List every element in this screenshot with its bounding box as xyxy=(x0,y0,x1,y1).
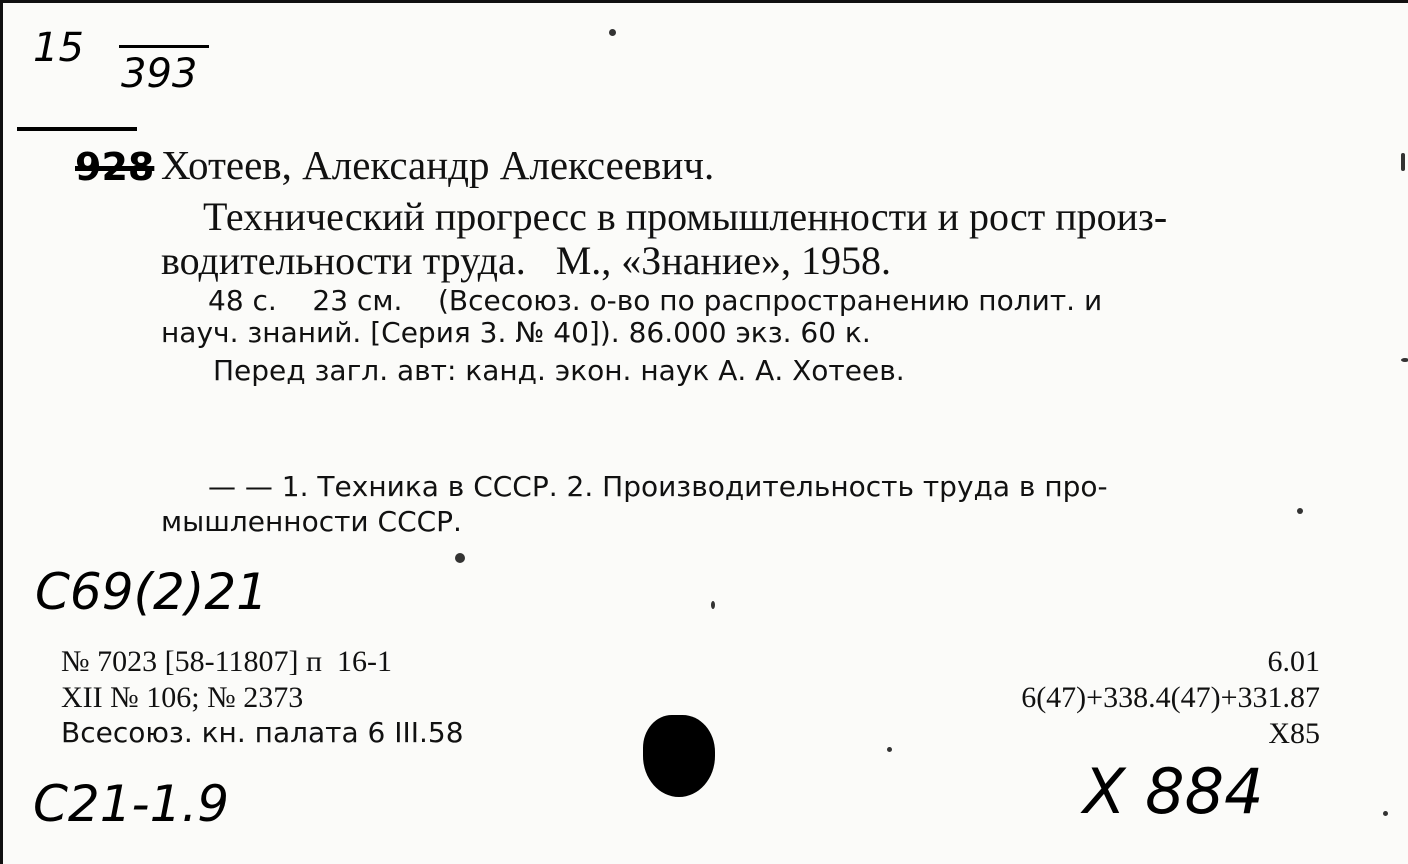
footer-right-line-2: 6(47)+338.4(47)+331.87 xyxy=(1021,681,1320,714)
struck-code: 928 xyxy=(75,145,155,189)
title-line-1: Технический прогресс в промышленности и рост произ- xyxy=(203,194,1168,239)
footer-left-line-3: Всесоюз. кн. палата 6 III.58 xyxy=(61,716,464,749)
handwritten-prefix: 15 xyxy=(33,25,84,71)
footer-left-line-1: № 7023 [58-11807] п 16-1 xyxy=(61,645,393,678)
speck xyxy=(1401,358,1408,362)
subjects-line-1: — — 1. Техника в СССР. 2. Производительность труда в про- xyxy=(208,470,1108,503)
speck xyxy=(455,553,465,563)
fraction-line xyxy=(119,45,209,48)
speck xyxy=(711,601,715,609)
handwritten-bottom-left-code: С21-1.9 xyxy=(33,775,230,833)
subjects-line-2: мышленности СССР. xyxy=(161,505,462,538)
speck xyxy=(1297,508,1303,514)
speck xyxy=(609,29,616,36)
title-line-2: водительности труда. М., «Знание», 1958. xyxy=(161,238,892,283)
speck xyxy=(1383,811,1388,816)
speck xyxy=(887,747,892,752)
handwritten-number: 393 xyxy=(121,51,198,97)
handwritten-class-code: С69(2)21 xyxy=(35,563,268,621)
footer-left-line-2: XII № 106; № 2373 xyxy=(61,681,304,714)
struck-scribble-line xyxy=(17,127,137,131)
collation-line-2: науч. знаний. [Серия 3. № 40]). 86.000 экз. 60 к. xyxy=(161,316,871,349)
author-heading: Хотеев, Александр Алексеевич. xyxy=(161,142,715,188)
speck xyxy=(1401,153,1405,171)
note-line: Перед загл. авт: канд. экон. наук А. А. Хотеев. xyxy=(213,354,905,387)
collation-line-1: 48 с. 23 см. (Всесоюз. о-во по распространению полит. и xyxy=(208,284,1103,317)
footer-right-line-1: 6.01 xyxy=(1267,645,1320,678)
footer-right-line-3: Х85 xyxy=(1268,717,1320,750)
handwritten-bottom-right-code: Х 884 xyxy=(1083,755,1264,828)
punch-hole xyxy=(643,715,715,797)
